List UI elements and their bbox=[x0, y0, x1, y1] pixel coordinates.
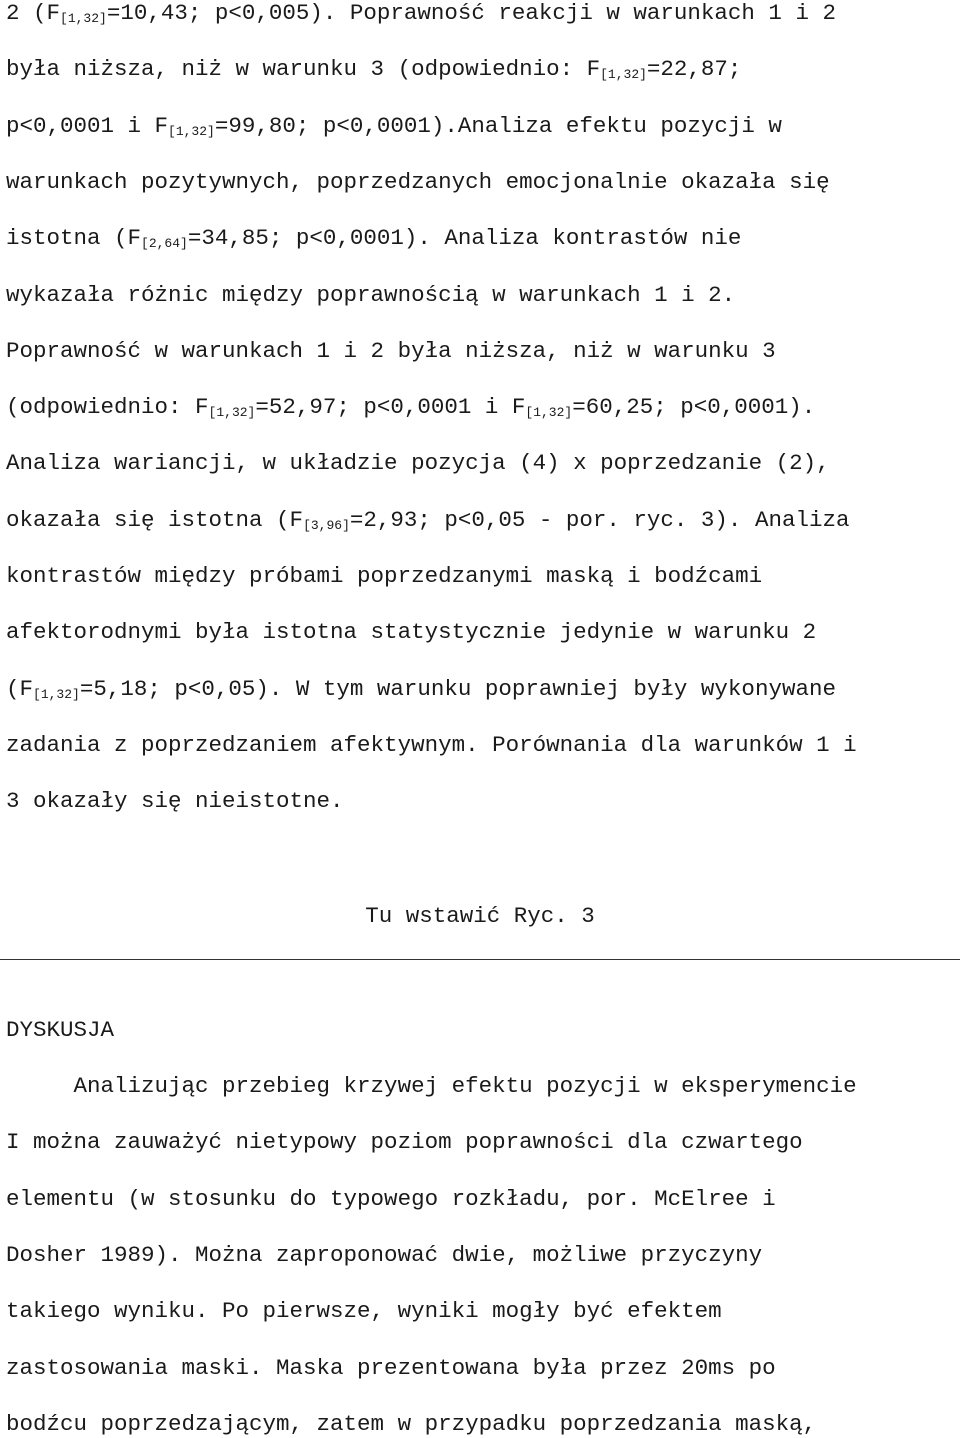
text-run: =22,87; bbox=[646, 56, 742, 83]
subscript: [1,32] bbox=[600, 67, 647, 83]
text-run: 3 okazały się nieistotne. bbox=[6, 788, 344, 815]
text-line bbox=[6, 731, 857, 758]
text-line bbox=[6, 227, 741, 250]
text-line bbox=[6, 168, 830, 195]
text-run: (odpowiednio: F bbox=[6, 394, 209, 421]
text-line bbox=[6, 396, 815, 419]
text-run: =52,97; p<0,0001 i F bbox=[255, 394, 526, 421]
text-line: I można zauważyć nietypowy poziom poprawności dla czwartego bbox=[6, 1129, 803, 1156]
text-line: Dosher 1989). Można zaproponować dwie, możliwe przyczyny bbox=[6, 1241, 763, 1268]
section-heading: DYSKUSJA bbox=[6, 1017, 115, 1043]
text-run: wykazała różnic między poprawnością w warunkach 1 i 2. bbox=[6, 281, 736, 308]
text-run: zadania z poprzedzaniem afektywnym. Porównania dla warunków 1 i bbox=[6, 731, 857, 758]
text-run: kontrastów między próbami poprzedzanymi maską i bodźcami bbox=[6, 563, 763, 589]
text-run: =10,43; p<0,005). Poprawność reakcji w warunkach 1 i 2 bbox=[106, 0, 836, 26]
text-run: (F bbox=[6, 675, 34, 702]
subscript: [1,32] bbox=[60, 11, 107, 26]
text-run: =5,18; p<0,05). W tym warunku poprawniej były wykonywane bbox=[79, 675, 836, 702]
subscript: [1,32] bbox=[525, 405, 573, 421]
text-line: elementu (w stosunku do typowego rozkładu, por. McElree i bbox=[6, 1185, 776, 1212]
text-line: Analizując przebieg krzywej efektu pozycji w eksperymencie bbox=[6, 1073, 857, 1099]
text-line bbox=[6, 452, 830, 475]
text-line bbox=[6, 675, 836, 702]
text-run: =34,85; p<0,0001). Analiza kontrastów nie bbox=[187, 225, 742, 252]
text-run: 2 (F bbox=[6, 0, 61, 26]
text-run: była niższa, niż w warunku 3 (odpowiednio: F bbox=[6, 56, 601, 83]
text-line bbox=[6, 58, 741, 81]
text-line bbox=[6, 565, 762, 588]
text-line: takiego wyniku. Po pierwsze, wyniki mogły być efektem bbox=[6, 1298, 722, 1325]
subscript: [2,64] bbox=[141, 236, 188, 252]
text-line bbox=[6, 281, 736, 308]
text-run: =60,25; p<0,0001). bbox=[572, 394, 816, 421]
subscript: [1,32] bbox=[208, 405, 256, 421]
text-run: warunkach pozytywnych, poprzedzanych emocjonalnie okazała się bbox=[6, 168, 830, 195]
subscript: [1,32] bbox=[168, 123, 215, 139]
text-run: p<0,0001 i F bbox=[6, 112, 169, 139]
text-line: zastosowania maski. Maska prezentowana była przez 20ms po bbox=[6, 1354, 776, 1381]
text-line bbox=[6, 506, 850, 533]
text-run: Poprawność w warunkach 1 i 2 była niższa, niż w warunku 3 bbox=[6, 337, 776, 364]
figure-placeholder: Tu wstawić Ryc. 3 bbox=[365, 903, 595, 929]
text-line bbox=[6, 790, 344, 813]
text-run: afektorodnymi była istotna statystycznie jedynie w warunku 2 bbox=[6, 619, 817, 646]
horizontal-rule bbox=[0, 959, 960, 960]
text-run: =2,93; p<0,05 - por. ryc. 3). Analiza bbox=[349, 506, 850, 533]
text-line: bodźcu poprzedzającym, zatem w przypadku poprzedzania maską, bbox=[6, 1410, 817, 1437]
text-line bbox=[6, 337, 776, 364]
text-run: okazała się istotna (F bbox=[6, 506, 304, 533]
subscript: [3,96] bbox=[303, 517, 350, 533]
text-run: =99,80; p<0,0001).Analiza efektu pozycji w bbox=[214, 112, 782, 139]
text-line bbox=[6, 621, 816, 644]
text-run: istotna (F bbox=[6, 225, 142, 252]
text-run: Analiza wariancji, w układzie pozycja (4) x poprzedzanie (2), bbox=[6, 450, 830, 477]
text-line bbox=[6, 112, 782, 139]
subscript: [1,32] bbox=[33, 686, 80, 702]
text-line bbox=[6, 2, 836, 25]
